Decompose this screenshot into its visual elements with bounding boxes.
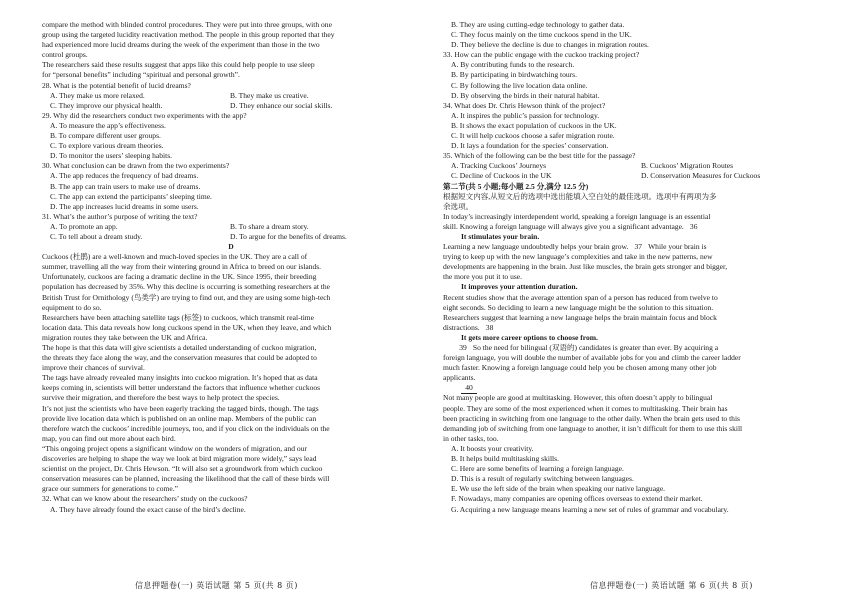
paragraph-line: scientist on the project, Dr. Chris Hewson. “It will also set a groundwork from which cuckoo [42,464,323,474]
option-b: B. They are using cutting-edge technology to gather data. [451,20,625,29]
paragraph-line: control groups. [42,50,88,60]
subheading: It gets more career options to choose from. [461,332,598,342]
option-a: A. The app reduces the frequency of bad dreams. [50,171,199,181]
option-c: C. By following the live location data online. [451,80,588,90]
paragraph-line: Unfortunately, cuckoos are facing a dramatic decline in the UK. Since 1995, their breeding [42,272,317,282]
question-28 [42,81,420,111]
option-c: C. The app can extend the participants’ sleeping time. [50,191,212,201]
page-footer-right: 信息押题卷(一) 英语试题 第 6 页(共 8 页) [590,581,753,590]
paragraph-line: improve their chances of survival. [42,363,145,373]
section-2-instructions: 余选项。 [443,201,474,211]
paragraph-line: “This ongoing project opens a significant window on the wonders of migration, and our [42,443,307,453]
paragraph-line: been practicing in switching from one language to the other daily. When the brain gets used to this [443,413,740,423]
paragraph-line [443,242,823,252]
passage-c-ending [42,20,420,81]
paragraph-line: location data. This data reveals how long cuckoos spend in the UK, when they leave, and which [42,322,332,332]
paragraph-line: grace our summers for generations to come.” [42,484,179,494]
option-a: A. They make us more relaxed. [50,90,145,100]
option-d: D. By observing the birds in their natural habitat. [451,90,600,100]
seven-choose-five-passage [443,212,823,444]
paragraph-line: discoveries are helping to shape the way we look at bird migration more widely,” says lead [42,454,317,464]
blank-36[interactable]: 36 [686,222,702,232]
subheading: It stimulates your brain. [461,231,540,241]
blank-38[interactable]: 38 [482,323,498,333]
question-stem: 30. What conclusion can be drawn from the two experiments? [42,161,230,171]
paragraph-line: In today’s increasingly interdependent world, speaking a foreign language is an essential [443,211,711,221]
question-stem: 29. Why did the researchers conduct two experiments with the app? [42,110,247,120]
option-d: D. It lays a foundation for the species’ conservation. [451,141,609,151]
option-b: B. The app can train users to make use of dreams. [50,181,201,191]
option-c: C. To explore various dream theories. [50,141,164,151]
page-footer-left: 信息押题卷(一) 英语试题 第 5 页(共 8 页) [135,581,298,590]
question-stem: 31. What’s the author’s purpose of writing the text? [42,211,198,221]
option-c: C. They improve our physical health. [50,100,163,110]
paragraph-line: people. They are some of the most experienced when it comes to multitasking. Their brain has [443,403,728,413]
passage-d [42,252,420,494]
option-d: D. They enhance our social skills. [230,100,333,110]
option-row [42,91,420,101]
option-g: G. Acquiring a new language means learning a new set of rules of grammar and vocabulary. [451,504,729,514]
right-page-column [443,20,823,515]
paragraph-line: compare the method with blinded control procedures. They were put into three groups, with one [42,20,332,29]
paragraph-text: distractions. [443,322,480,332]
option-a: A. It inspires the public’s passion for technology. [451,110,600,120]
paragraph-line: Recent studies show that the average attention span of a person has reduced from twelve to [443,292,718,302]
question-35 [443,151,823,181]
question-stem: 32. What can we know about the researchers’ study on the cuckoos? [42,494,248,504]
paragraph-line: therefore watch the cuckoos’ incredible journeys, too, and if you click on the individuals on the [42,423,330,433]
blank-40[interactable]: 40 [461,383,477,394]
paragraph-line: had experienced more lucid dreams during the week of the experiment than those in the two [42,40,320,50]
paragraph-line: Researchers have been attaching satellite tags (标签) to cuckoos, which transmit real-time [42,312,315,322]
question-32 [42,494,420,514]
left-page-column [42,20,420,515]
option-a: A. To measure the app’s effectiveness. [50,120,166,130]
blank-39[interactable]: 39 [455,343,471,353]
paragraph-line: group using the targeted lucidity reactivation method. The people in this group reported that they [42,30,335,40]
paragraph-line: the more you put it to use. [443,272,523,282]
paragraph-line: It’s not just the scientists who have been eagerly tracking the tagged birds, though. The tags [42,403,319,413]
option-a: A. They have already found the exact cause of the bird’s decline. [50,504,246,514]
option-a: A. It boosts your creativity. [451,443,534,453]
paragraph-text: While your brain is [648,242,707,252]
option-row [42,222,420,232]
paragraph-text: skill. Knowing a foreign language will always give you a significant advantage. [443,221,684,231]
subheading: It improves your attention duration. [461,282,578,292]
question-29 [42,111,420,161]
paragraph-line: trying to keep up with the new language’s complexities and take in the new patterns, new [443,252,713,262]
paragraph-line [443,343,823,353]
paragraph-line: Researchers suggest that learning a new language helps the brain maintain focus and block [443,312,717,322]
paragraph-line: demanding job of switching from one language to another, it isn’t difficult for them to use this skill [443,423,743,433]
option-row [443,161,823,171]
option-b: B. It shows the exact population of cuckoos in the UK. [451,120,617,130]
question-33 [443,50,823,100]
paragraph-line: applicants. [443,373,476,383]
answer-options [443,444,823,515]
option-d: D. The app increases lucid dreams in some users. [50,201,199,211]
paragraph-line: conservation measures can be planned, increasing the likelihood that the call of these birds will [42,474,330,484]
option-c: C. To tell about a dream study. [50,231,143,241]
section-2-instructions: 根据短文内容,从短文后的选项中选出能填入空白处的最佳选项。选项中有两项为多 [443,191,717,201]
question-stem: 33. How can the public engage with the cuckoo tracking project? [443,50,640,60]
paragraph-line: Not many people are good at multitasking. However, this often doesn’t apply to bilingual [443,393,713,403]
passage-d-heading: D [228,242,234,252]
paragraph-line: map, you can find out more about each bird. [42,433,176,443]
paragraph-line: developments are happening in the brain. Just like muscles, the brain gets stronger and bigger, [443,262,728,272]
question-stem: 28. What is the potential benefit of lucid dreams? [42,80,191,90]
paragraph-line: British Trust for Ornithology (鸟类学) are trying to find out, and they are using some high-tech [42,292,331,302]
option-row [443,171,823,181]
option-d: D. To monitor the users’ sleeping habits. [50,151,173,161]
question-31 [42,212,420,242]
option-c: C. They focus mainly on the time cuckoos spend in the UK. [451,30,632,40]
paragraph-line: keeps coming in, scientists will better understand the factors that influence whether cuckoos [42,383,321,393]
option-a: A. Tracking Cuckoos’ Journeys [451,161,547,171]
option-d: D. This is a result of regularly switching between languages. [451,474,634,484]
paragraph-line: eight seconds. So deciding to learn a new language might be the solution to this situation. [443,302,714,312]
question-30 [42,161,420,211]
option-c: C. Here are some benefits of learning a foreign language. [451,464,624,474]
option-b: B. To compare different user groups. [50,131,161,141]
option-d: D. They believe the decline is due to changes in migration routes. [451,40,649,50]
paragraph-line: summer, travelling all the way from their wintering ground in Africa to breed on our islands. [42,262,322,272]
option-d: D. Conservation Measures for Cuckoos [641,171,761,181]
paragraph-line: the threats they face along the way, and the conservation measures that could be adopted to [42,353,317,363]
question-stem: 34. What does Dr. Chris Hewson think of the project? [443,100,606,110]
paragraph-line: for “personal benefits” including “spiritual and personal growth”. [42,70,240,80]
question-stem: 35. Which of the following can be the best title for the passage? [443,151,636,161]
subheading-blank-40 [443,383,823,393]
paragraph-text: Learning a new language undoubtedly helps your brain grow. [443,242,629,252]
option-a: A. To promote an app. [50,221,118,231]
paragraph-line: equipment to do so. [42,302,102,312]
paragraph-text: So the need for bilingual (双语的) candidates is greater than ever. By acquiring a [471,343,719,352]
paragraph-line: The tags have already revealed many insights into cuckoo migration. It’s hoped that as data [42,373,318,383]
paragraph-line: in other tasks, too. [443,433,499,443]
option-c: C. It will help cuckoos choose a safer migration route. [451,131,615,141]
option-b: B. Cuckoos’ Migration Routes [641,161,734,171]
paragraph-line [443,323,823,333]
question-34 [443,101,823,151]
paragraph-line: provide live location data which is published on an online map. Members of the public can [42,413,317,423]
paragraph-line: foreign language, you will double the number of available jobs for you and climb the career ladder [443,353,741,363]
blank-37[interactable]: 37 [630,242,646,252]
paragraph-line: population has decreased by 35%. Why this decline is occurring is something researchers at the [42,282,331,292]
paragraph-line: The researchers said these results suggest that apps like this could help people to use sleep [42,60,315,70]
option-row [42,101,420,111]
option-b: B. By participating in birdwatching tours. [451,70,577,80]
option-b: B. It helps build multitasking skills. [451,454,559,464]
question-32-continued [443,20,823,50]
option-b: B. To share a dream story. [230,221,309,231]
option-f: F. Nowadays, many companies are opening offices overseas to extend their market. [451,494,703,504]
option-d: D. To argue for the benefits of dreams. [230,231,347,241]
option-row [42,232,420,242]
option-e: E. We use the left side of the brain when speaking our native language. [451,484,666,494]
paragraph-line: survive their migration, and therefore the best ways to help protect the species. [42,393,280,403]
paragraph-line: Cuckoos (杜鹃) are a well-known and much-loved species in the UK. They are a call of [42,252,308,262]
paragraph-line: migration routes they take between the UK and Africa. [42,332,208,342]
paragraph-line [443,222,823,232]
option-a: A. By contributing funds to the research. [451,60,575,70]
option-c: C. Decline of Cuckoos in the UK [451,171,552,181]
section-2-title: 第二节(共 5 小题;每小题 2.5 分,满分 12.5 分) [443,181,589,191]
paragraph-line: much faster. Knowing a foreign language could help you be chosen among many other job [443,363,717,373]
option-b: B. They make us creative. [230,90,309,100]
paragraph-line: The hope is that this data will give scientists a detailed understanding of cuckoo migration, [42,343,317,352]
